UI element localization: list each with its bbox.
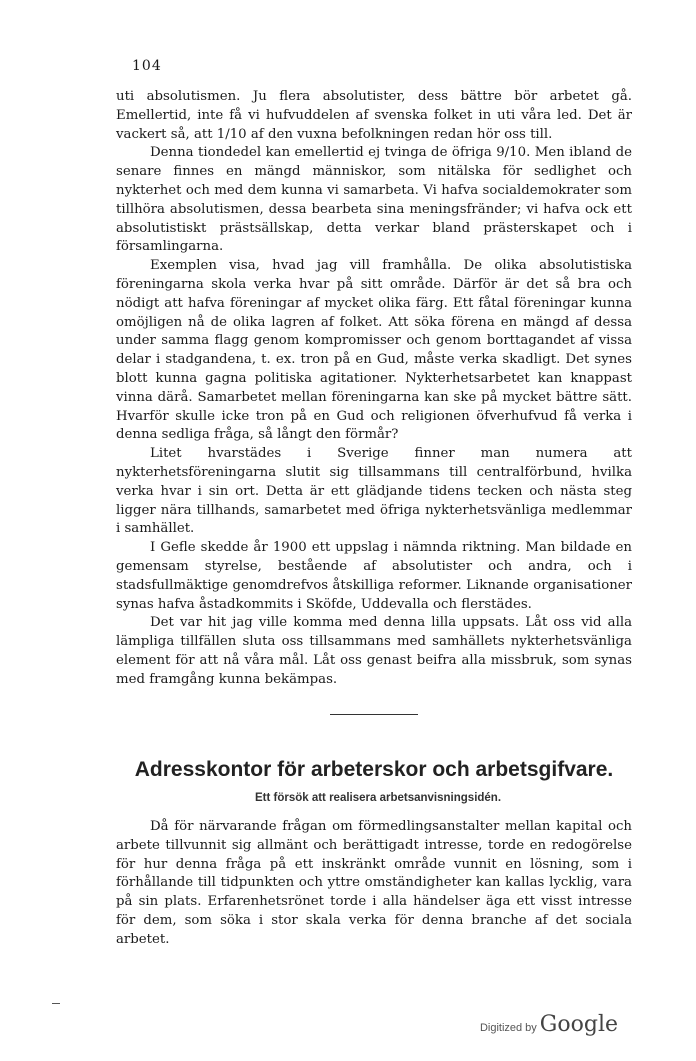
- paragraph: Det var hit jag ville komma med denna lilla uppsats. Låt oss vid alla lämpliga tillfällen sluta oss tillsammans med samhällets nykterhetsvänliga element för att nå våra mål. Låt oss genast beifra alla missbruk, som synas med framgång kunna bekämpas.: [116, 615, 632, 687]
- section-subtitle: Ett försök att realisera arbetsanvisningsidén.: [254, 792, 502, 804]
- paragraph: uti absolutismen. Ju flera absolutister, dess bättre bör arbetet gå. Emellertid, inte få vi hufvuddelen af svenska folket in uti våra led. Det är vackert så, att 1/10 af den vuxna befolkningen redan hör oss till.: [116, 89, 632, 142]
- margin-mark: [52, 1003, 60, 1004]
- section-text: [116, 818, 632, 950]
- section-divider: [330, 714, 418, 715]
- paragraph: Då för närvarande frågan om förmedlingsanstalter mellan kapital och arbete tillvunnit sig allmänt och berättigadt intresse, torde en redogörelse för hur denna fråga på ett inskränkt område vunnit en lösning, som i förhållande till tidpunkten och yttre omständigheter kan kallas lycklig, vara på sin plats. Erfarenhetsrönet torde i alla händelser äga ett visst intresse för dem, som söka i stor skala verka för denna branche af det sociala arbetet.: [116, 819, 632, 947]
- page-number: 104: [132, 58, 162, 74]
- digitized-by-watermark: [480, 1012, 618, 1037]
- paragraph: Denna tiondedel kan emellertid ej tvinga de öfriga 9/10. Men ibland de senare finnes en mängd människor, som nitälska för sedlighet och nykterhet och med dem kunna vi samarbeta. Vi hafva socialdemokrater som tillhöra absolutismen, dessa bearbeta sina meningsfränder; vi hafva ock ett absolutistiskt prästsällskap, detta verkar bland prästerskapet och i församlingarna.: [116, 145, 632, 255]
- digitized-by-label: Digitized by: [479, 1022, 537, 1034]
- section-title: Adresskontor för arbeterskor och arbetsgifvare.: [134, 758, 614, 781]
- paragraph: Litet hvarstädes i Sverige finner man numera att nykterhetsföreningarna slutit sig tillsammans till centralförbund, hvilka verka hvar i sin ort. Detta är ett glädjande tidens tecken och nästa steg ligger nära tillhands, samarbetet med öfriga nykterhetsvänliga medlemmar i samhället.: [116, 446, 632, 537]
- main-article-text: [116, 88, 632, 690]
- google-logo: Google: [539, 1012, 618, 1037]
- paragraph: I Gefle skedde år 1900 ett uppslag i nämnda riktning. Man bildade en gemensam styrelse, bestående af absolutister och andra, och i stadsfullmäktige genomdrefvos åtskilliga reformer. Liknande organisationer synas hafva åstadkommits i Sköfde, Uddevalla och flerstädes.: [116, 540, 632, 612]
- paragraph: Exemplen visa, hvad jag vill framhålla. De olika absolutistiska föreningarna skola verka hvar på sitt område. Därför är det så bra och nödigt att hafva föreningar af mycket olika färg. Ett fåtal föreningar kunna omöjligen nå de olika lagren af folket. Att söka förena en mängd af dessa under samma flagg genom kompromisser och genom borttagandet af vissa delar i stadgandena, t. ex. tron på en Gud, måste verka skadligt. Det synes blott kunna gagna politiska agitationer. Nykterhetsarbetet kan knappast vinna därå. Samarbetet mellan föreningarna kan ske på mycket bättre sätt. Hvarför skulle icke tron på en Gud och religionen öfverhufvud få verka i denna sedliga fråga, så långt den förmår?: [116, 258, 632, 443]
